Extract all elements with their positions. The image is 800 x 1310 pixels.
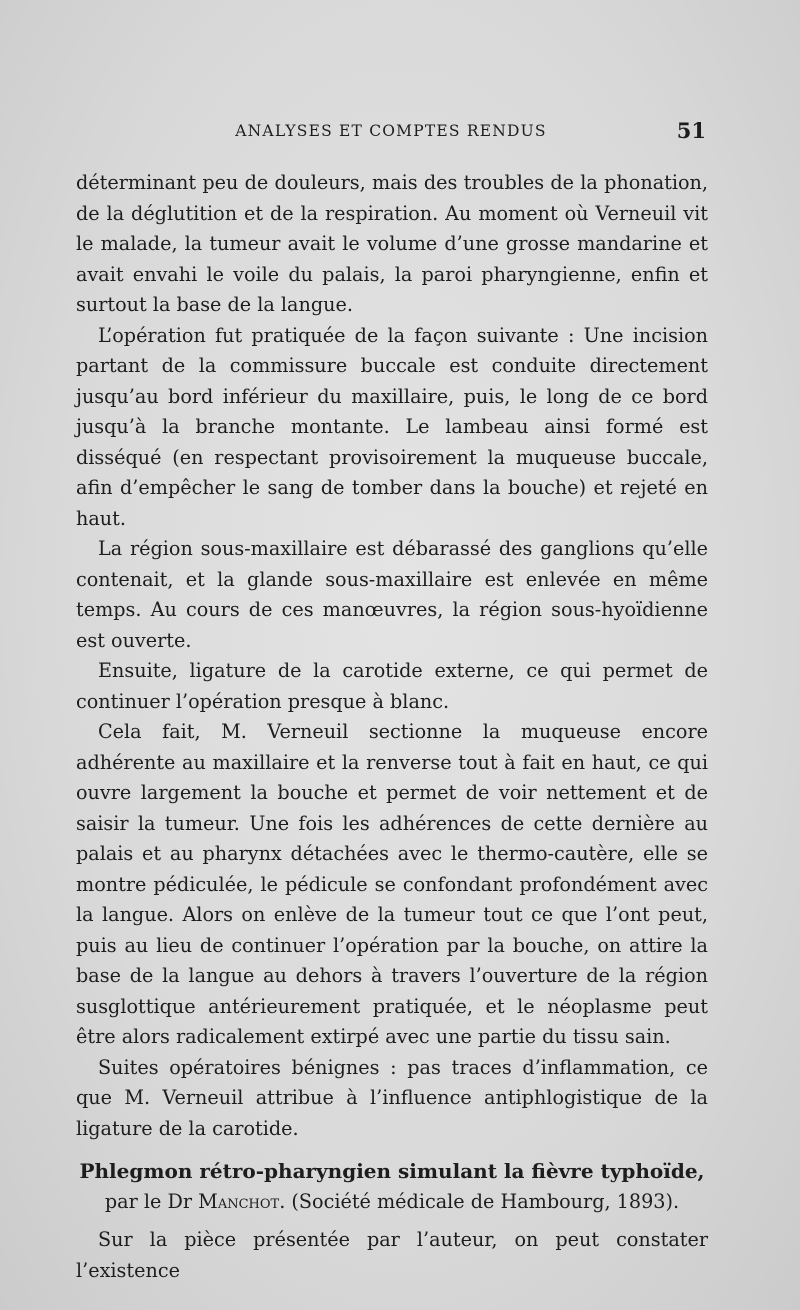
paragraph: Suites opératoires bénignes : pas traces d’inflammation, ce que M. Verneuil attribue à l’influence antiphlogistique de la ligature de la carotide. [76,1055,708,1140]
paragraph: L’opération fut pratiquée de la façon suivante : Une incision partant de la commissure buccale est conduite directement jusqu’au bord inférieur du maxillaire, puis, le long de ce bord jusqu’à la branche montante. Le lambeau ainsi formé est disséqué (en respectant provisoirement la muqueuse buccale, afin d’empêcher le sang de tomber dans la bouche) et rejeté en haut. [76,323,708,530]
article-first-line: Sur la pièce présentée par l’auteur, on peut constater l’existence [76,1228,708,1282]
paragraph: Ensuite, ligature de la carotide externe, ce qui permet de continuer l’opération presque à blanc. [76,659,708,713]
paragraph: Cela fait, M. Verneuil sectionne la muqueuse encore adhérente au maxillaire et la renverse tout à fait en haut, ce qui ouvre largement la bouche et permet de voir nettement et de saisir la tumeur. Une fois les adhérences de cette dernière au palais et au pharynx détachées avec le thermo-cautère, elle se montre pédiculée, le pédicule se confondant profondément avec la langue. Alors on enlève de la tumeur tout ce que l’ont peut, puis au lieu de continuer l’opération par la bouche, on attire la base de la langue au dehors à travers l’ouverture de la région susglottique antérieurement pratiquée, et le néoplasme peut être alors radicalement extirpé avec une partie du tissu sain. [76,720,708,1048]
page-header [76,118,706,148]
page-number: 51 [676,118,706,143]
body-text [76,168,708,1286]
paragraph: déterminant peu de douleurs, mais des troubles de la phonation, de la déglutition et de la respiration. Au moment où Verneuil vit le malade, la tumeur avait le volume d’une grosse mandarine et avait envahi le voile du palais, la paroi pharyngienne, enfin et surtout la base de la langue. [76,171,708,316]
byline-author: Manchot. [198,1189,286,1213]
byline-source: (Société médicale de Hambourg, 1893). [291,1189,680,1213]
paragraph: La région sous-maxillaire est débarassé des ganglions qu’elle contenait, et la glande sous-maxillaire est enlevée en même temps. Au cours de ces manœuvres, la région sous-hyoïdienne est ouverte. [76,537,708,652]
article-title: Phlegmon rétro-pharyngien simulant la fièvre typhoïde, [79,1159,705,1183]
running-title: ANALYSES ET COMPTES RENDUS [235,122,547,140]
article-byline [76,1187,708,1218]
byline-prefix: par le [104,1189,162,1213]
byline-title: Dr [167,1189,193,1213]
